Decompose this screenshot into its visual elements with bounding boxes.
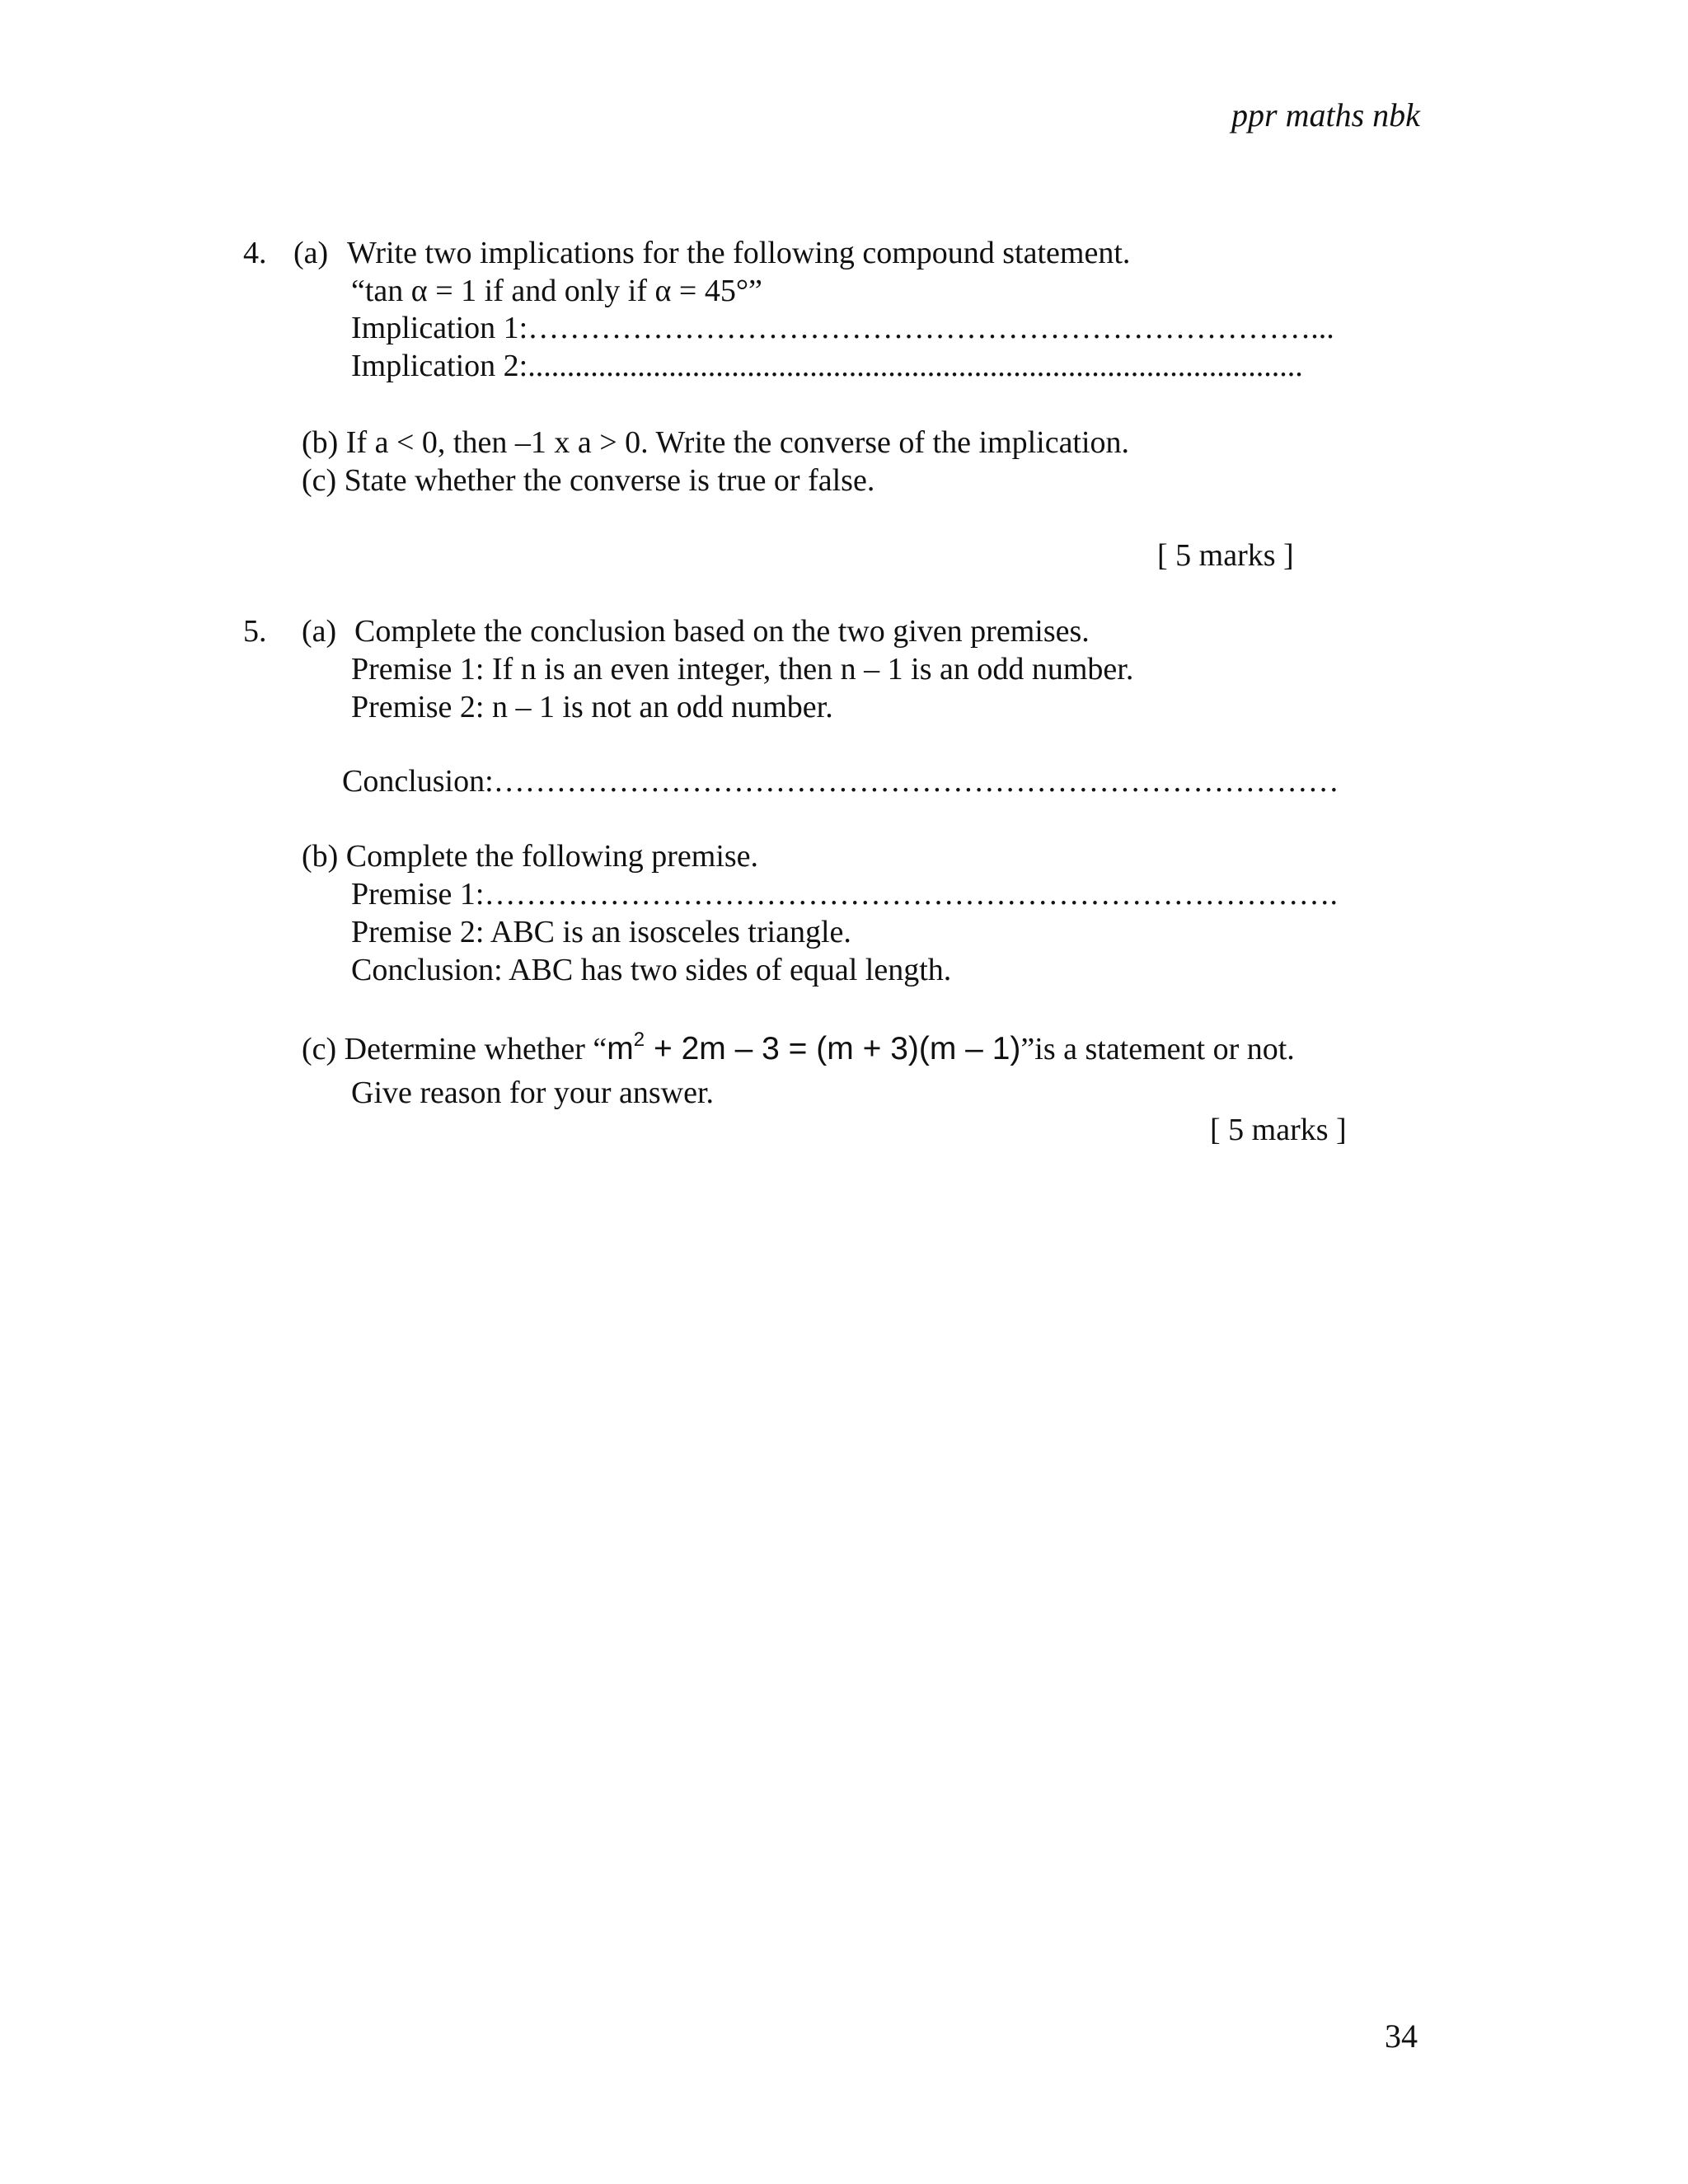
q5a-premise-1: Premise 1: If n is an even integer, then n – 1 is an odd number. [351, 652, 1134, 687]
page-number: 34 [1385, 2018, 1418, 2055]
q5b-premise-2: Premise 2: ABC is an isosceles triangle. [351, 915, 851, 949]
q5b-premise-1: Premise 1:………………………………………………………………………. [351, 877, 1338, 912]
q4a-text: Write two implications for the following compound statement. [347, 236, 1131, 270]
q4-marks: [ 5 marks ] [1157, 538, 1294, 573]
q5a-conclusion: Conclusion:……………………………………………………………………… [342, 764, 1339, 799]
q5a-text: Complete the conclusion based on the two given premises. [354, 614, 1090, 649]
q4-implication-1: Implication 1:…………………………………………………………………... [351, 311, 1334, 345]
q4c-text: (c) State whether the converse is true or false. [302, 463, 875, 498]
q5c-suffix: ”is a statement or not. [1020, 1032, 1295, 1066]
q4-number: 4. [243, 236, 267, 270]
q4a-quote: “tan α = 1 if and only if α = 45°” [351, 274, 762, 308]
q5c-equation-exponent: 2 [633, 1029, 645, 1051]
q5b-text: (b) Complete the following premise. [302, 839, 759, 874]
q5b-conclusion: Conclusion: ABC has two sides of equal length. [351, 953, 952, 987]
q5-marks: [ 5 marks ] [1210, 1113, 1347, 1147]
q4b-text: (b) If a < 0, then –1 x a > 0. Write the converse of the implication. [302, 425, 1130, 460]
q5-number: 5. [243, 614, 267, 649]
q5a-premise-2: Premise 2: n – 1 is not an odd number. [351, 690, 833, 724]
q4-implication-2: Implication 2:................................................................................................... [351, 349, 1303, 383]
page-header: ppr maths nbk [1231, 96, 1420, 134]
q5c-line [302, 1030, 1295, 1068]
q5c-line-2: Give reason for your answer. [351, 1076, 715, 1110]
q5c-equation [607, 1031, 1020, 1066]
q5c-prefix: (c) Determine whether “ [302, 1032, 607, 1066]
q4a-label: (a) [293, 236, 329, 270]
q5a-label: (a) [302, 614, 337, 649]
q5c-equation-base: m [607, 1031, 634, 1066]
q5c-equation-rest: + 2m – 3 = (m + 3)(m – 1) [645, 1031, 1021, 1066]
